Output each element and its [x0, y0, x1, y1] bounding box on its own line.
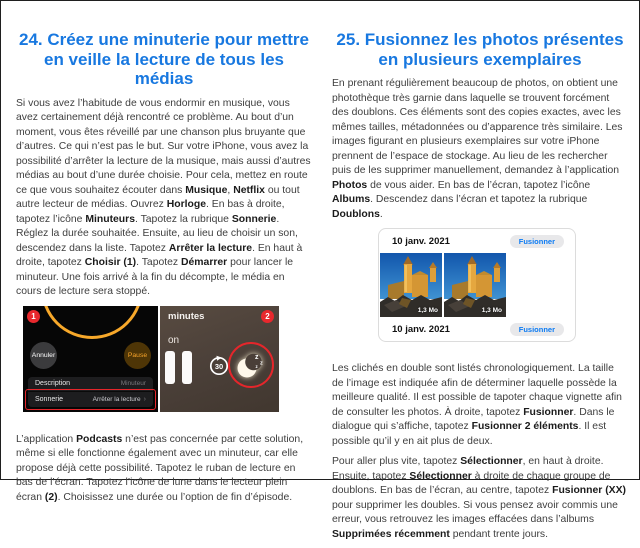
pause-button[interactable]	[124, 342, 151, 369]
photo-size-badge: 1,3 Mo	[481, 307, 502, 314]
article-25-title	[332, 30, 628, 69]
episode-title-fragment: on	[168, 334, 180, 346]
red-highlight-box	[25, 389, 156, 410]
merge-button[interactable]: Fusionner	[510, 235, 564, 249]
article-24-paragraph-1: Si vous avez l’habitude de vous endormir en musique, vous avez certainement déjà rencontré ce problème. Au bout d’un moment, vous êtes réveillé par une chanson plus bruyante que d’autres. Ce qui n’est pas le but. Sur votre iPhone, vous avez la possibilité d’arrêter la lecture de la musique, mais aussi d’autres médias au bout d’une durée choisie. Pour cela, mettez en route ce que vous souhaitez écouter dans Musique, Netflix ou tout autre lecteur de médias. Ouvrez Horloge. En bas à droite, tapotez l’icône Minuteurs. Tapotez la rubrique Sonnerie. Réglez la durée souhaitée. Ensuite, au lieu de choisir un son, descendez dans la liste. Tapotez Arrêter la lecture. En haut à droite, tapotez Choisir (1). Tapotez Démarrer pour lancer le minuteur. Une fois arrivé à la fin du décompte, le média en cours de lecture sera stoppé.	[16, 97, 311, 297]
zzz-glyph: z	[255, 363, 258, 369]
zzz-glyph: z	[255, 353, 259, 361]
title-line: 24. Créez une minuterie pour mettre	[18, 30, 310, 49]
photo-thumbnail[interactable]	[380, 253, 442, 317]
group-date: 10 janv. 2021	[392, 324, 450, 335]
timer-screen-panel	[23, 306, 158, 412]
article-25-paragraph-1: En prenant régulièrement beaucoup de photos, on obtient une photothèque très garnie dans laquelle se trouvent forcément des doublons. Ces éléments sont des copies exactes, avec les mêmes tailles, métadonnées ou d’apparence très similaire. Les images figurant en plusieurs exemplaires sur votre iPhone prennent de l’espace de stockage. Au lieu de les rechercher puis de les supprimer manuellement, demandez à l’application Photos de vous aider. En bas de l’écran, tapotez l’icône Albums. Descendez dans l’écran et tapotez la rubrique Doublons.	[332, 78, 623, 220]
article-25-paragraph-2: Les clichés en double sont listés chronologiquement. La taille de l’image est indiquée afin de déterminer laquelle possède la meilleure qualité. Il est possible de tapoter chaque vignette afin de consulter les photos. À droite, tapotez Fusionner. Dans le dialogue qui s’affiche, tapotez Fusionner 2 éléments. Il est possible qu’il y en ait plus de deux.	[332, 363, 622, 447]
duplicates-card	[378, 228, 576, 342]
cancel-button-label: Annuler	[31, 351, 56, 359]
pause-button-label: Pause	[127, 351, 148, 359]
chevron-right-icon: ›	[143, 395, 146, 403]
article-24-paragraph-2: L’application Podcasts n’est pas concernée par cette solution, même si elle fonctionne également avec un minuteur, car elle propose déjà cette possibilité. Tapotez le ruban de lecture en bas de l’écran. Tapotez l’icône de lune dans le lecteur plein écran (2). Choisissez une durée ou l’option de fin d’épisode.	[16, 433, 304, 503]
duplicate-group-row	[379, 317, 575, 341]
cancel-button[interactable]	[30, 342, 57, 369]
red-circle-annotation	[228, 342, 274, 388]
title-line: 25. Fusionnez les photos présentes	[336, 30, 624, 49]
duplicate-group-row	[379, 229, 575, 253]
callout-2-badge: 2	[261, 310, 274, 323]
ringtone-label: Sonnerie	[35, 395, 64, 403]
ringtone-value-text: Arrêter la lecture	[92, 395, 141, 403]
callout-1-badge: 1	[27, 310, 40, 323]
description-value: Minuteur	[120, 380, 146, 387]
podcast-player-panel	[160, 306, 279, 412]
pause-icon[interactable]	[165, 351, 192, 384]
title-line: médias	[134, 69, 194, 88]
sleep-timer-moon-icon[interactable]	[233, 347, 269, 383]
skip-30-seconds-icon[interactable]	[208, 355, 230, 377]
article-25	[332, 30, 628, 548]
photo-size-badge: 1,3 Mo	[417, 307, 438, 314]
merge-button[interactable]: Fusionner	[510, 323, 564, 337]
sleep-sheet-title: minutes	[168, 310, 205, 322]
photo-thumbnail[interactable]	[444, 253, 506, 317]
timer-screenshots-figure	[23, 306, 279, 412]
title-line: en plusieurs exemplaires	[378, 49, 582, 69]
title-line: en veille la lecture de tous les	[44, 49, 284, 69]
description-label: Description	[35, 380, 71, 387]
duplicate-photos	[379, 253, 575, 317]
zzz-glyph: z	[260, 360, 263, 366]
group-date: 10 janv. 2021	[392, 236, 450, 247]
article-24	[16, 30, 312, 511]
timer-ring	[41, 306, 143, 339]
article-24-title	[16, 30, 312, 89]
article-25-paragraph-3: Pour aller plus vite, tapotez Sélectionner, en haut à droite. Ensuite, tapotez Sélectionner à droite de chaque groupe de doublons. En bas de l’écran, au centre, tapotez Fusionner (XX) pour supprimer les doubles. Si vous pensez avoir commis une erreur, vous retrouvez les images effacées dans l’albums Supprimées récemment pendant trente jours.	[332, 456, 626, 540]
skip-30-label: 30	[214, 361, 224, 371]
